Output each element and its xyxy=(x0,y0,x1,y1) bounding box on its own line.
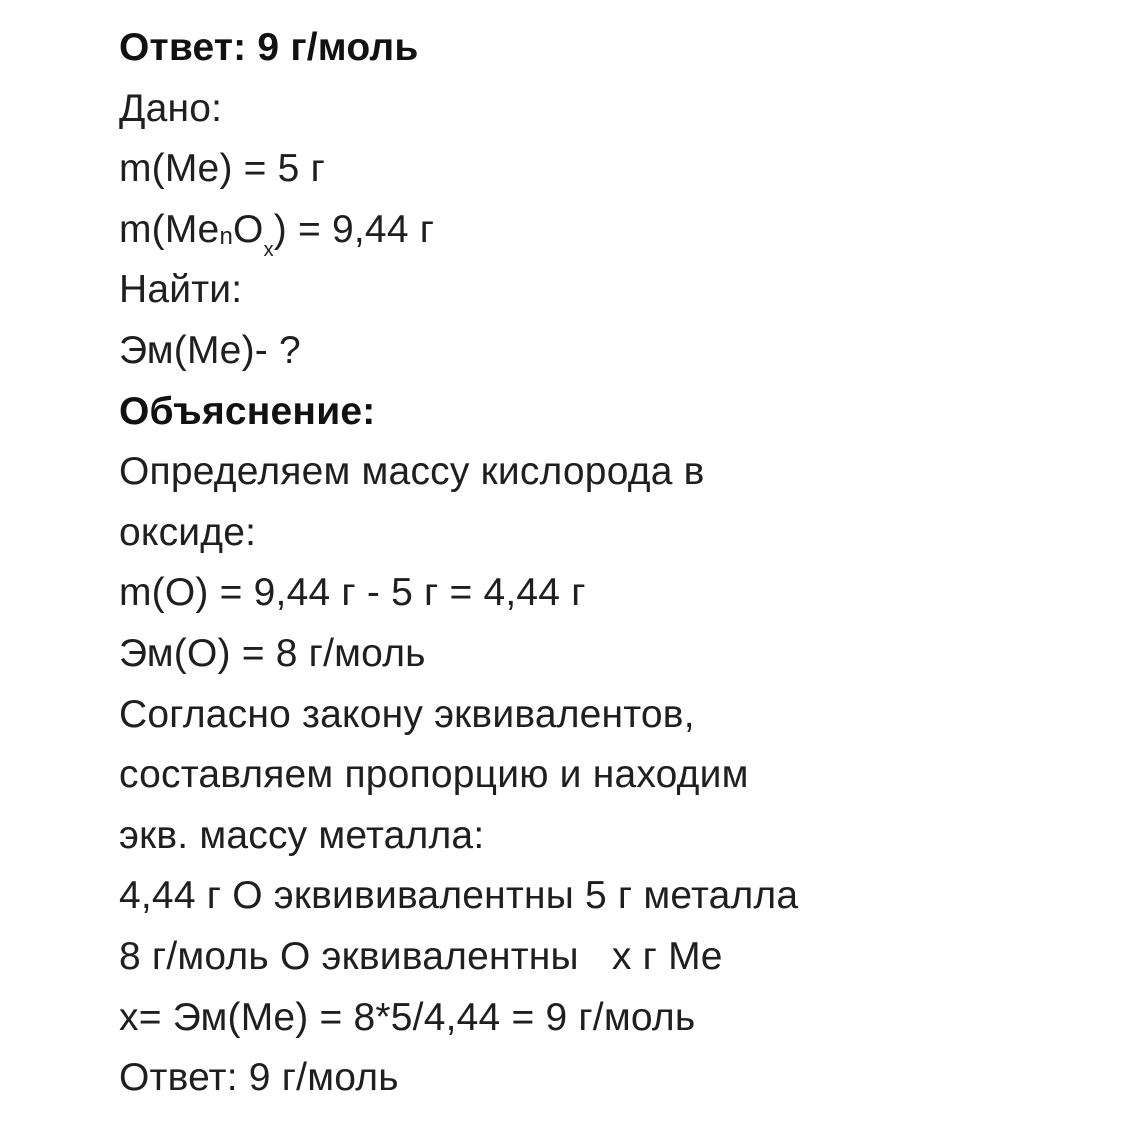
oxide-suffix: ) = 9,44 г xyxy=(273,207,435,251)
explanation-line: Согласно закону эквивалентов, xyxy=(119,692,695,736)
given-mass-oxide xyxy=(119,200,1109,261)
explanation-line: экв. массу металла: xyxy=(119,813,485,857)
explanation-line: 4,44 г O эквививалентны 5 г металла xyxy=(119,874,799,918)
oxide-subscript-n: n xyxy=(219,222,234,250)
oxide-subscript-x: x xyxy=(263,238,274,261)
solution-text xyxy=(119,18,1109,1109)
given-mass-metal: m(Me) = 5 г xyxy=(119,147,326,191)
final-answer: Ответ: 9 г/моль xyxy=(119,1056,399,1100)
explanation-line: оксиде: xyxy=(119,510,257,554)
find-label: Найти: xyxy=(119,268,243,312)
find-target: Эм(Me)- ? xyxy=(119,328,301,372)
answer-header: Ответ: 9 г/моль xyxy=(119,26,419,69)
oxide-oxygen: O xyxy=(233,207,264,251)
given-label: Дано: xyxy=(119,86,223,130)
explanation-line: Определяем массу кислорода в xyxy=(119,450,705,494)
explanation-line: Эм(O) = 8 г/моль xyxy=(119,631,426,675)
explanation-heading: Объяснение: xyxy=(119,389,376,433)
explanation-line: m(O) = 9,44 г - 5 г = 4,44 г xyxy=(119,571,586,615)
explanation-line: 8 г/моль O эквивалентны x г Me xyxy=(119,934,723,978)
oxide-prefix: m(Me xyxy=(119,207,220,251)
explanation-line: составляем пропорцию и находим xyxy=(119,753,749,797)
explanation-line: x= Эм(Me) = 8*5/4,44 = 9 г/моль xyxy=(119,995,696,1039)
